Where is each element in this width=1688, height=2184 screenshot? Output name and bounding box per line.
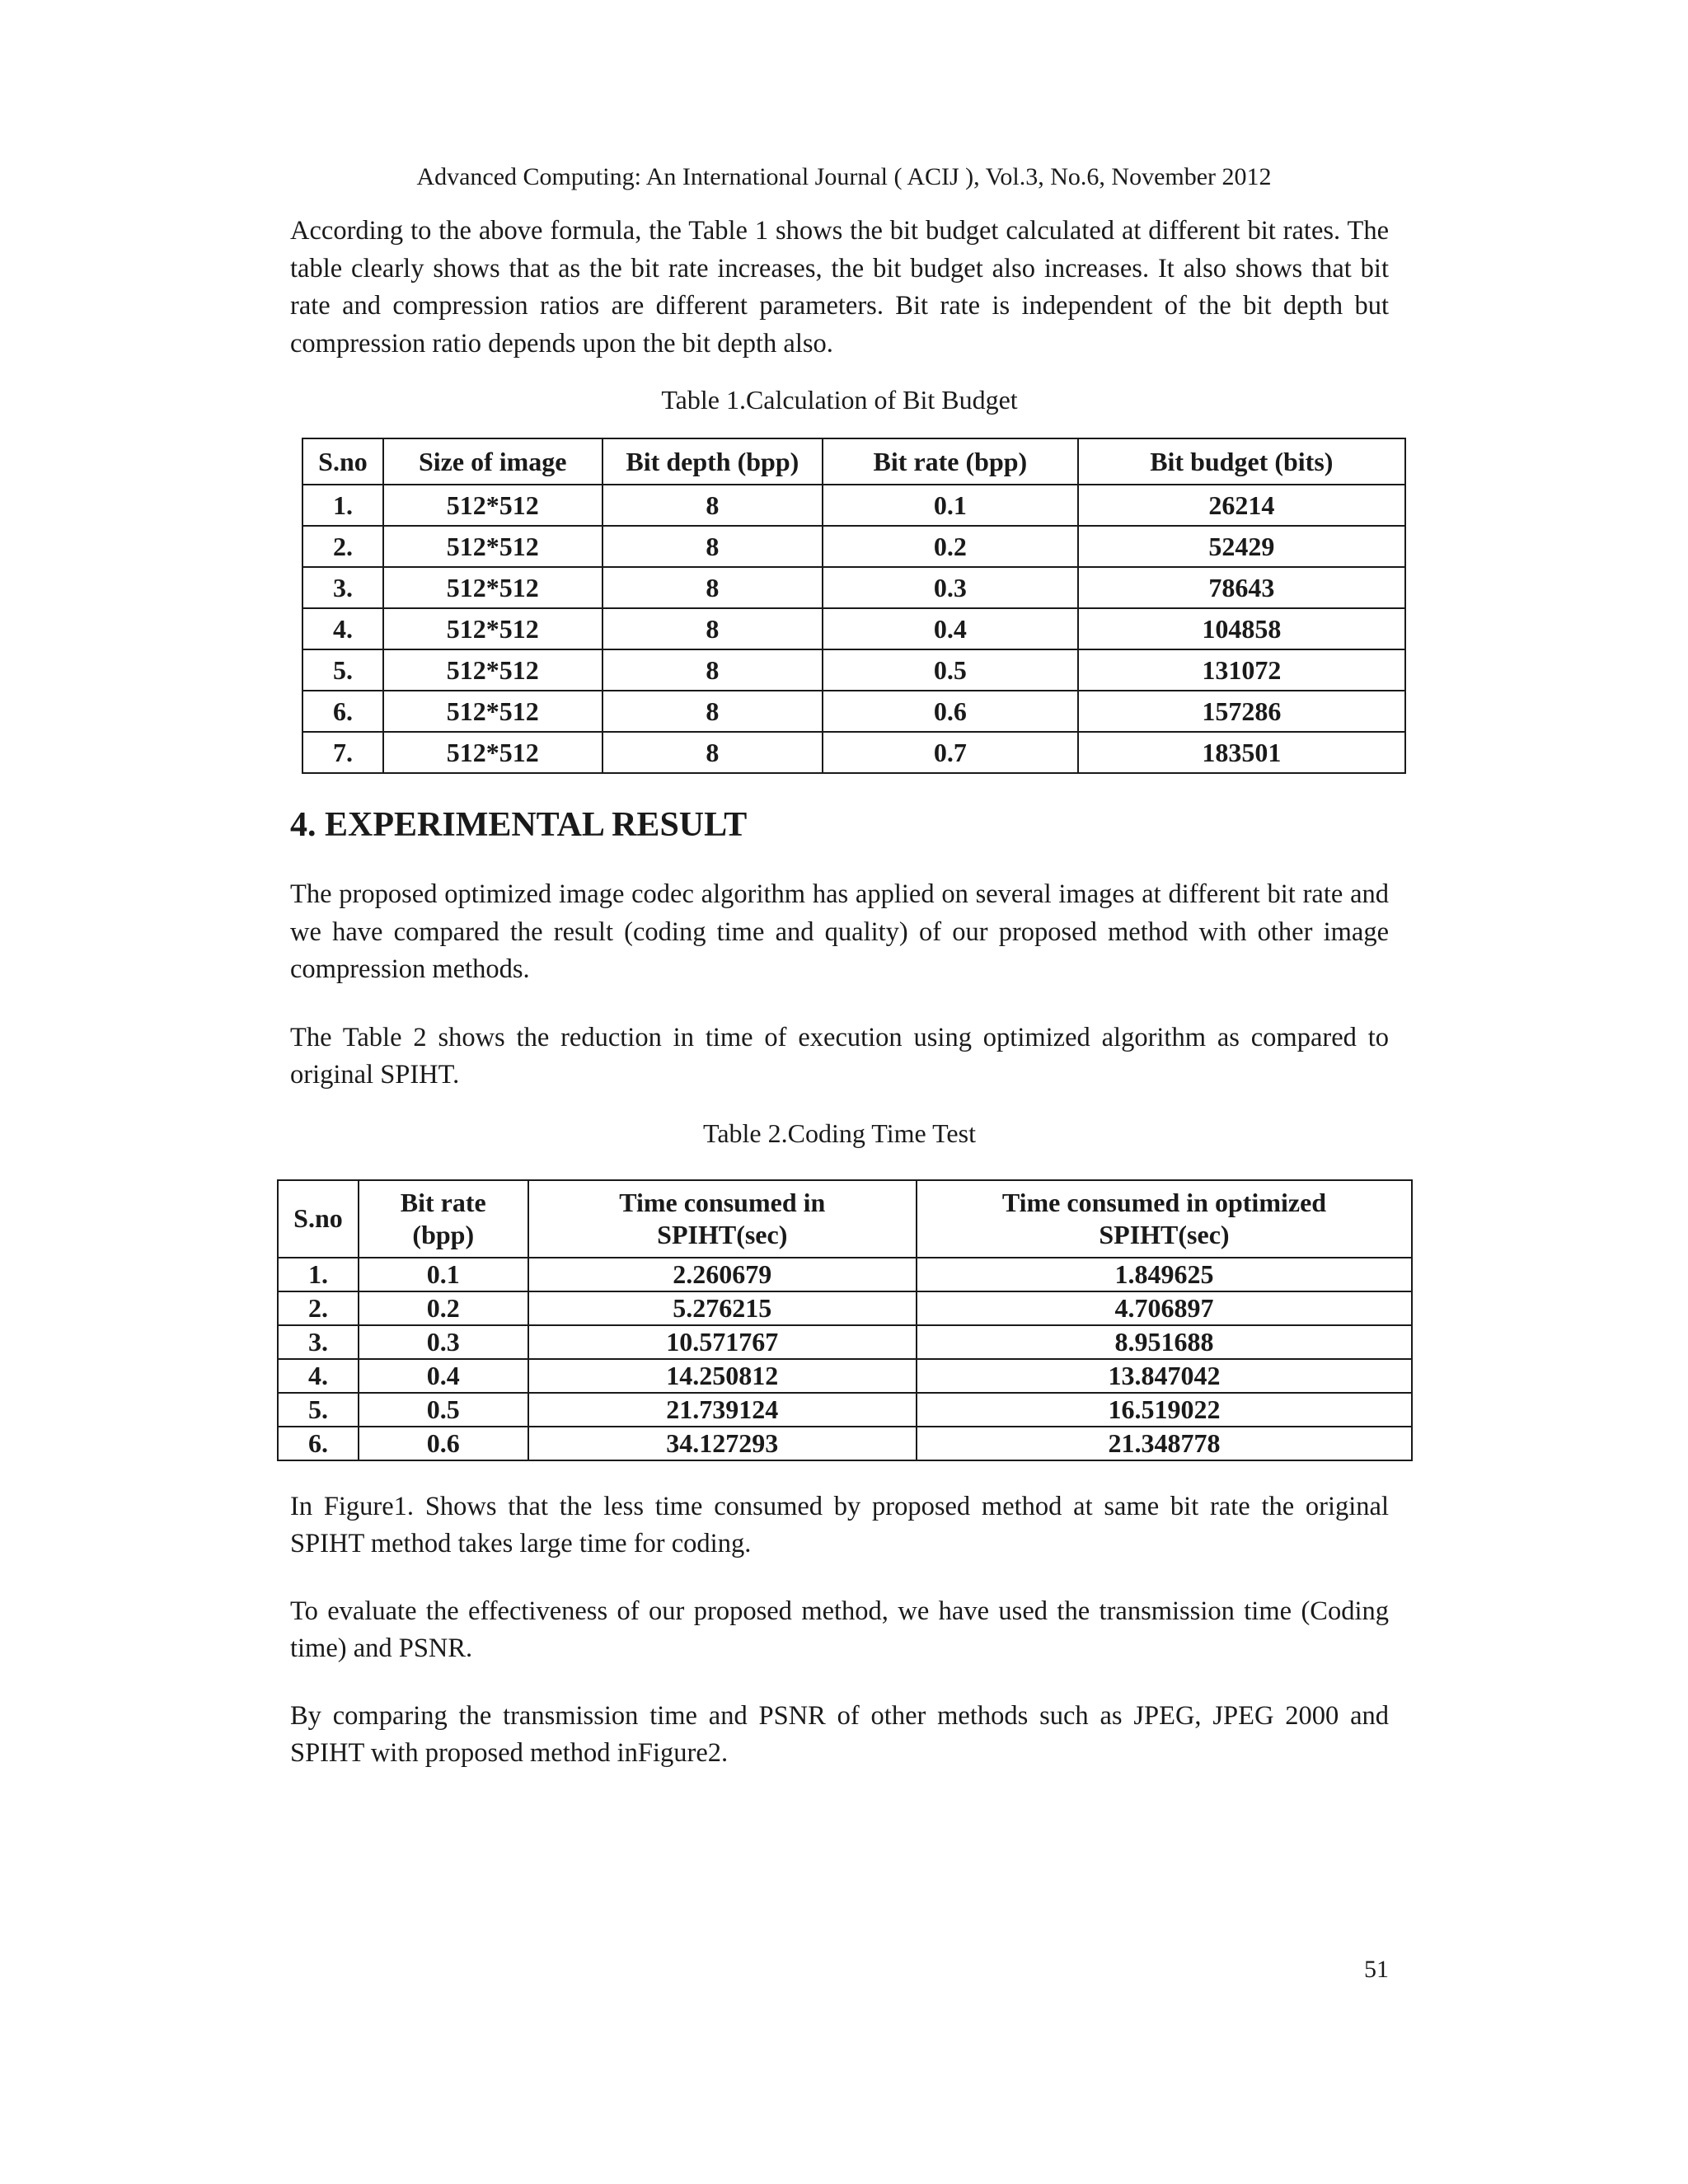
- table-row: [278, 1258, 1412, 1291]
- table-cell: 512*512: [383, 691, 603, 732]
- table-cell: 8: [603, 567, 823, 608]
- table-row: [302, 608, 1405, 649]
- table-cell: 512*512: [383, 608, 603, 649]
- table-cell: 0.3: [359, 1325, 528, 1359]
- table1-caption: Table 1.Calculation of Bit Budget: [661, 385, 1018, 415]
- table-header-row: [278, 1180, 1412, 1258]
- table-row: [302, 691, 1405, 732]
- table-cell: 157286: [1078, 691, 1405, 732]
- table-cell: 8.951688: [917, 1325, 1412, 1359]
- table-header-cell: Bit depth (bpp): [603, 438, 823, 485]
- table-cell: 0.4: [359, 1359, 528, 1393]
- table-cell: 0.1: [823, 485, 1077, 526]
- table-cell: 2.: [302, 526, 383, 567]
- table-row: [302, 732, 1405, 773]
- table-cell: 7.: [302, 732, 383, 773]
- table-row: [278, 1427, 1412, 1460]
- table-cell: 0.2: [823, 526, 1077, 567]
- section-heading: 4. EXPERIMENTAL RESULT: [290, 806, 748, 844]
- table-cell: 5.: [302, 649, 383, 691]
- table-cell: 14.250812: [528, 1359, 917, 1393]
- table-cell: 0.6: [359, 1427, 528, 1460]
- table-cell: 13.847042: [917, 1359, 1412, 1393]
- table-cell: 8: [603, 649, 823, 691]
- coding-time-table: [277, 1179, 1413, 1461]
- table-cell: 21.348778: [917, 1427, 1412, 1460]
- page-number: 51: [1364, 1956, 1389, 1983]
- table-cell: 8: [603, 608, 823, 649]
- table-header-cell: Size of image: [383, 438, 603, 485]
- table-cell: 0.7: [823, 732, 1077, 773]
- page-content: [290, 213, 1389, 1773]
- table-row: [278, 1359, 1412, 1393]
- table-cell: 512*512: [383, 732, 603, 773]
- table-cell: 26214: [1078, 485, 1405, 526]
- table-cell: 5.276215: [528, 1291, 917, 1325]
- table-cell: 3.: [278, 1325, 359, 1359]
- paragraph-bit-budget-intro: According to the above formula, the Table 1 shows the bit budget calculated at different bit rates. The table clearly shows that as the bit rate increases, the bit budget also increases. It also shows that bit rate and compression ratios are different parameters. Bit rate is independent of the bit depth but compression ratio depends upon the bit depth also.: [290, 216, 1389, 359]
- table-cell: 512*512: [383, 485, 603, 526]
- table-cell: 0.5: [823, 649, 1077, 691]
- bit-budget-table: [302, 438, 1406, 774]
- table-header-cell: S.no: [302, 438, 383, 485]
- table-cell: 8: [603, 485, 823, 526]
- table-row: [278, 1291, 1412, 1325]
- table-cell: 8: [603, 526, 823, 567]
- table-header-cell: Bit rate (bpp): [359, 1180, 528, 1258]
- table-cell: 8: [603, 732, 823, 773]
- table-header-cell: S.no: [278, 1180, 359, 1258]
- table-cell: 78643: [1078, 567, 1405, 608]
- table-row: [302, 485, 1405, 526]
- table-cell: 0.1: [359, 1258, 528, 1291]
- table-cell: 5.: [278, 1393, 359, 1427]
- table-cell: 4.: [302, 608, 383, 649]
- table-row: [302, 649, 1405, 691]
- table-cell: 1.: [278, 1258, 359, 1291]
- table-cell: 1.849625: [917, 1258, 1412, 1291]
- table2-caption: Table 2.Coding Time Test: [703, 1118, 976, 1148]
- table-cell: 2.260679: [528, 1258, 917, 1291]
- paragraph-experiment-overview: The proposed optimized image codec algorithm has applied on several images at different bit rate and we have compared the result (coding time and quality) of our proposed method with other image compression methods.: [290, 879, 1389, 984]
- paragraph-figure2-note: By comparing the transmission time and PSNR of other methods such as JPEG, JPEG 2000 and SPIHT with proposed method inFigure2.: [290, 1700, 1389, 1768]
- table-cell: 21.739124: [528, 1393, 917, 1427]
- table-cell: 131072: [1078, 649, 1405, 691]
- table-cell: 2.: [278, 1291, 359, 1325]
- table-header-cell: Bit rate (bpp): [823, 438, 1077, 485]
- table-cell: 0.5: [359, 1393, 528, 1427]
- paragraph-table2-intro: The Table 2 shows the reduction in time of execution using optimized algorithm as compared to original SPIHT.: [290, 1022, 1389, 1090]
- table-row: [278, 1325, 1412, 1359]
- table-header-cell: Time consumed in SPIHT(sec): [528, 1180, 917, 1258]
- table-row: [302, 526, 1405, 567]
- table-cell: 6.: [302, 691, 383, 732]
- table-cell: 1.: [302, 485, 383, 526]
- table-header-row: [302, 438, 1405, 485]
- table-cell: 4.: [278, 1359, 359, 1393]
- table-cell: 0.6: [823, 691, 1077, 732]
- table-cell: 10.571767: [528, 1325, 917, 1359]
- table-cell: 3.: [302, 567, 383, 608]
- table-row: [302, 567, 1405, 608]
- running-header: Advanced Computing: An International Journal ( ACIJ ), Vol.3, No.6, November 2012: [416, 163, 1272, 190]
- table-cell: 512*512: [383, 649, 603, 691]
- table-header-cell: Bit budget (bits): [1078, 438, 1405, 485]
- table-cell: 4.706897: [917, 1291, 1412, 1325]
- table-cell: 6.: [278, 1427, 359, 1460]
- table-header-cell: Time consumed in optimized SPIHT(sec): [917, 1180, 1412, 1258]
- table-cell: 0.3: [823, 567, 1077, 608]
- paragraph-evaluation-metrics: To evaluate the effectiveness of our proposed method, we have used the transmission time (Coding time) and PSNR.: [290, 1596, 1389, 1663]
- paragraph-figure1-note: In Figure1. Shows that the less time consumed by proposed method at same bit rate the original SPIHT method takes large time for coding.: [290, 1491, 1389, 1558]
- table-cell: 16.519022: [917, 1393, 1412, 1427]
- table-cell: 0.2: [359, 1291, 528, 1325]
- table-cell: 512*512: [383, 526, 603, 567]
- table-cell: 8: [603, 691, 823, 732]
- table-cell: 34.127293: [528, 1427, 917, 1460]
- table-cell: 52429: [1078, 526, 1405, 567]
- table-cell: 512*512: [383, 567, 603, 608]
- table-cell: 0.4: [823, 608, 1077, 649]
- table-cell: 183501: [1078, 732, 1405, 773]
- table-cell: 104858: [1078, 608, 1405, 649]
- table-row: [278, 1393, 1412, 1427]
